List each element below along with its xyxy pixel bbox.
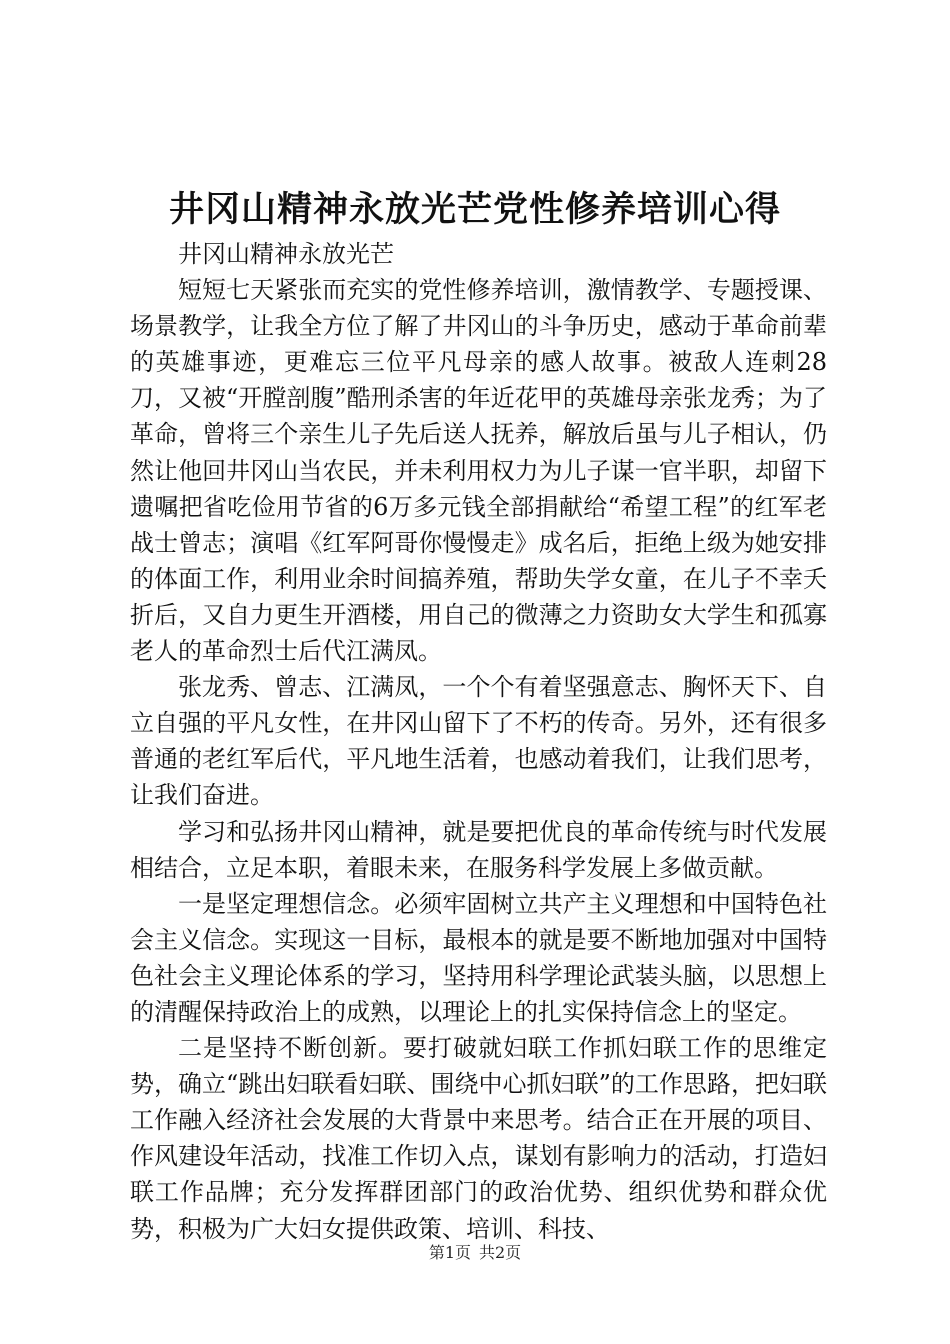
body-paragraph: 短短七天紧张而充实的党性修养培训，激情教学、专题授课、场景教学，让我全方位了解了井冈山的斗争历史，感动于革命前辈的英雄事迹，更难忘三位平凡母亲的感人故事。被敌人连刺28刀，又被“开膛剖腹”酷刑杀害的年近花甲的英雄母亲张龙秀；为了革命，曾将三个亲生儿子先后送人抚养，解放后虽与儿子相认，仍然让他回井冈山当农民，并未利用权力为儿子谋一官半职，却留下遗嘱把省吃俭用节省的6万多元钱全部捐献给“希望工程”的红军老战士曾志；演唱《红军阿哥你慢慢走》成名后，拒绝上级为她安排的体面工作，利用业余时间搞养殖，帮助失学女童，在儿子不幸夭折后，又自力更生开酒楼，用自己的微薄之力资助女大学生和孤寡老人的革命烈士后代江满凤。 — [130, 276, 827, 666]
page-number: 第1页 — [428, 1243, 471, 1262]
page-total: 共2页 — [479, 1243, 522, 1262]
body-paragraph: 一是坚定理想信念。必须牢固树立共产主义理想和中国特色社会主义信念。实现这一目标，最根本的就是要不断地加强对中国特色社会主义理论体系的学习，坚持用科学理论武装头脑，以思想上的清醒保持政治上的成熟，以理论上的扎实保持信念上的坚定。 — [130, 889, 827, 1026]
document-title: 井冈山精神永放光芒党性修养培训心得 — [168, 189, 781, 230]
page-footer — [0, 1242, 950, 1264]
body-paragraph: 张龙秀、曾志、江满凤，一个个有着坚强意志、胸怀天下、自立自强的平凡女性，在井冈山留下了不朽的传奇。另外，还有很多普通的老红军后代，平凡地生活着，也感动着我们，让我们思考，让我们奋进。 — [130, 673, 827, 810]
body-paragraph: 二是坚持不断创新。要打破就妇联工作抓妇联工作的思维定势，确立“跳出妇联看妇联、围绕中心抓妇联”的工作思路，把妇联工作融入经济社会发展的大背景中来思考。结合正在开展的项目、作风建设年活动，找准工作切入点，谋划有影响力的活动，打造妇联工作品牌；充分发挥群团部门的政治优势、组织优势和群众优势，积极为广大妇女提供政策、培训、科技、 — [130, 1034, 827, 1243]
body-paragraph: 学习和弘扬井冈山精神，就是要把优良的革命传统与时代发展相结合，立足本职，着眼未来，在服务科学发展上多做贡献。 — [130, 817, 827, 882]
document-body — [130, 236, 827, 1247]
subtitle-paragraph: 井冈山精神永放光芒 — [178, 240, 394, 268]
